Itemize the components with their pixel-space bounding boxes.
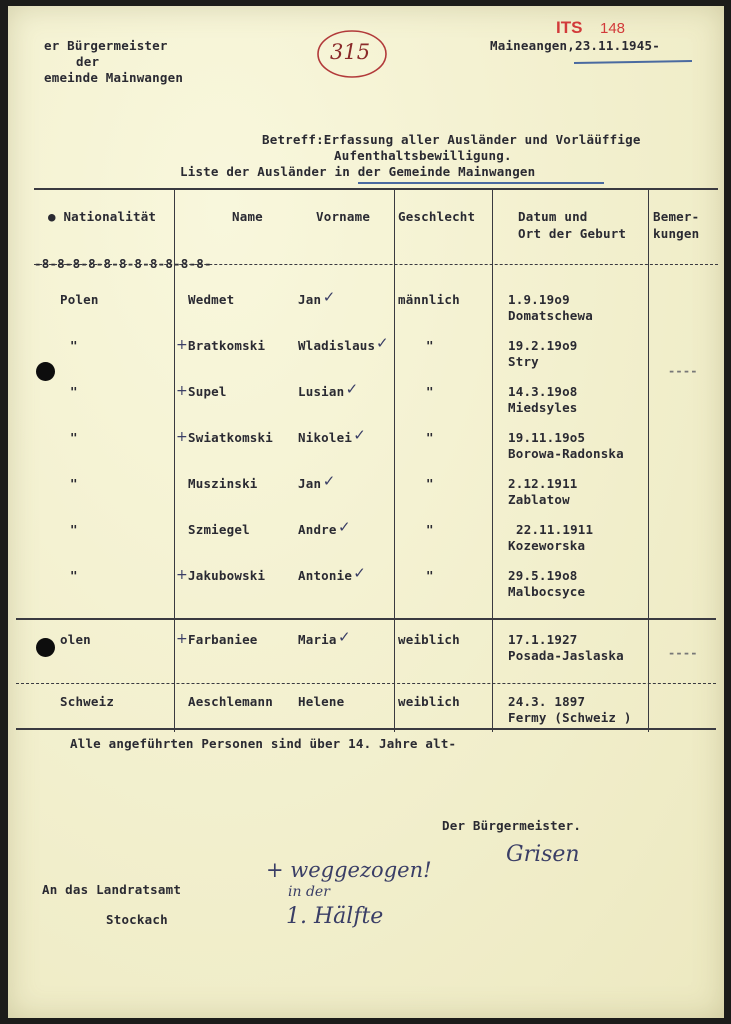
punch-hole-bottom	[36, 638, 55, 657]
row-nationality: "	[70, 568, 78, 583]
place-date: Maineangen,23.11.1945-	[490, 38, 660, 53]
check-mark: ✓	[353, 426, 366, 444]
row-name: Aeschlemann	[188, 694, 273, 709]
table-bottom-rule	[16, 728, 716, 730]
header-date-place-2: Ort der Geburt	[518, 226, 627, 241]
row-gender: "	[426, 430, 434, 445]
row-name: Farbaniee	[188, 632, 258, 647]
its-stamp-number: 148	[600, 20, 626, 37]
section-rule-1	[16, 618, 716, 620]
row-birth-place: Kozeworska	[508, 538, 586, 553]
row-firstname: Jan	[298, 476, 322, 491]
row-birth-place: Domatschewa	[508, 308, 593, 323]
check-mark: ✓	[376, 334, 389, 352]
row-name: Muszinski	[188, 476, 258, 491]
handnote-line-3: 1. Hälfte	[286, 904, 384, 929]
signature-title: Der Bürgermeister.	[442, 818, 582, 833]
row-gender: "	[426, 384, 434, 399]
subject-line-1: Betreff:Erfassung aller Ausländer und Vorläüffige	[262, 132, 641, 147]
signature: Grisen	[506, 842, 580, 867]
row-birth-place: Malbocsyce	[508, 584, 586, 599]
row-birth-date: 1.9.19o9	[508, 292, 570, 307]
check-mark: ✓	[322, 288, 336, 306]
punch-hole-top	[36, 362, 55, 381]
row-birth-place: Miedsyles	[508, 400, 578, 415]
row-birth-date: 17.1.1927	[508, 632, 578, 647]
check-mark: ✓	[338, 518, 351, 536]
case-number: 315	[330, 40, 371, 64]
row-nationality: "	[70, 522, 78, 537]
header-divider	[34, 264, 718, 265]
sender-line-3: emeinde Mainwangen	[44, 70, 184, 85]
header-name: Name	[232, 209, 263, 224]
moved-away-mark: +	[176, 383, 188, 399]
row-nationality: "	[70, 338, 78, 353]
row-firstname: Lusian	[298, 384, 345, 399]
row-gender: weiblich	[398, 632, 460, 647]
col-divider-date	[492, 190, 493, 732]
row-firstname: Wladislaus	[298, 338, 376, 353]
col-divider-remarks	[648, 190, 649, 732]
handnote-line-2: in der	[288, 884, 330, 900]
row-birth-date: 2.12.1911	[508, 476, 578, 491]
check-mark: ✓	[345, 380, 359, 398]
row-gender: "	[426, 476, 434, 491]
moved-away-mark: +	[176, 567, 188, 583]
header-firstname: Vorname	[316, 209, 371, 224]
header-remarks-1: Bemer-	[653, 209, 700, 224]
row-firstname: Jan	[298, 292, 322, 307]
row-firstname: Maria	[298, 632, 337, 647]
row-birth-date: 19.11.19o5	[508, 430, 586, 445]
row-name: Bratkomski	[188, 338, 266, 353]
row-firstname: Nikolei	[298, 430, 353, 445]
row-birth-date: 22.11.1911	[516, 522, 594, 537]
sender-line-2: der	[76, 54, 100, 69]
section-rule-2	[16, 683, 716, 684]
handnote-line-1: + weggezogen!	[266, 858, 432, 882]
row-nationality: Polen	[60, 292, 99, 307]
moved-away-mark: +	[176, 337, 188, 353]
row-birth-date: 19.2.19o9	[508, 338, 578, 353]
row-birth-place: Posada-Jaslaska	[508, 648, 624, 663]
header-nationality: ● Nationalität	[48, 209, 157, 224]
sender-line-1: er Bürgermeister	[44, 38, 168, 53]
row-nationality: "	[70, 384, 78, 399]
check-mark: ✓	[353, 564, 366, 582]
row-gender: weiblich	[398, 694, 460, 709]
row-birth-date: 14.3.19o8	[508, 384, 578, 399]
row-gender: männlich	[398, 292, 460, 307]
row-gender: "	[426, 568, 434, 583]
strikeout-row: -8-8-8-8-8-8-8-8-8-8-8-	[34, 256, 212, 271]
row-nationality: olen	[60, 632, 91, 647]
row-name: Supel	[188, 384, 227, 399]
remark-mark-2: ----	[668, 646, 698, 660]
col-divider-name	[174, 190, 175, 732]
row-nationality: "	[70, 476, 78, 491]
col-divider-gender	[394, 190, 395, 732]
date-underline	[574, 60, 692, 64]
row-name: Szmiegel	[188, 522, 250, 537]
row-birth-date: 24.3. 1897	[508, 694, 586, 709]
moved-away-mark: +	[176, 631, 188, 647]
row-name: Wedmet	[188, 292, 235, 307]
row-firstname: Andre	[298, 522, 337, 537]
header-date-place-1: Datum und	[518, 209, 588, 224]
header-remarks-2: kungen	[653, 226, 700, 241]
recipient-line-2: Stockach	[106, 912, 168, 927]
row-name: Jakubowski	[188, 568, 266, 583]
document-page	[8, 6, 724, 1018]
row-birth-place: Stry	[508, 354, 539, 369]
row-gender: "	[426, 522, 434, 537]
row-firstname: Helene	[298, 694, 345, 709]
age-note: Alle angeführten Personen sind über 14. Jahre alt-	[70, 736, 457, 751]
check-mark: ✓	[322, 472, 336, 490]
row-gender: "	[426, 338, 434, 353]
row-firstname: Antonie	[298, 568, 353, 583]
row-birth-place: Fermy (Schweiz )	[508, 710, 632, 725]
subject-underline	[358, 182, 604, 184]
row-nationality: Schweiz	[60, 694, 115, 709]
moved-away-mark: +	[176, 429, 188, 445]
subject-line-3: Liste der Ausländer in der Gemeinde Mainwangen	[180, 164, 536, 179]
row-birth-date: 29.5.19o8	[508, 568, 578, 583]
row-birth-place: Borowa-Radonska	[508, 446, 624, 461]
its-stamp-label: ITS	[556, 18, 583, 37]
row-birth-place: Zablatow	[508, 492, 570, 507]
subject-line-2: Aufenthaltsbewilligung.	[334, 148, 512, 163]
row-name: Swiatkomski	[188, 430, 273, 445]
header-gender: Geschlecht	[398, 209, 476, 224]
row-nationality: "	[70, 430, 78, 445]
remark-mark-1: ----	[668, 364, 698, 378]
recipient-line-1: An das Landratsamt	[42, 882, 182, 897]
table-top-rule	[34, 188, 718, 190]
check-mark: ✓	[338, 628, 351, 646]
